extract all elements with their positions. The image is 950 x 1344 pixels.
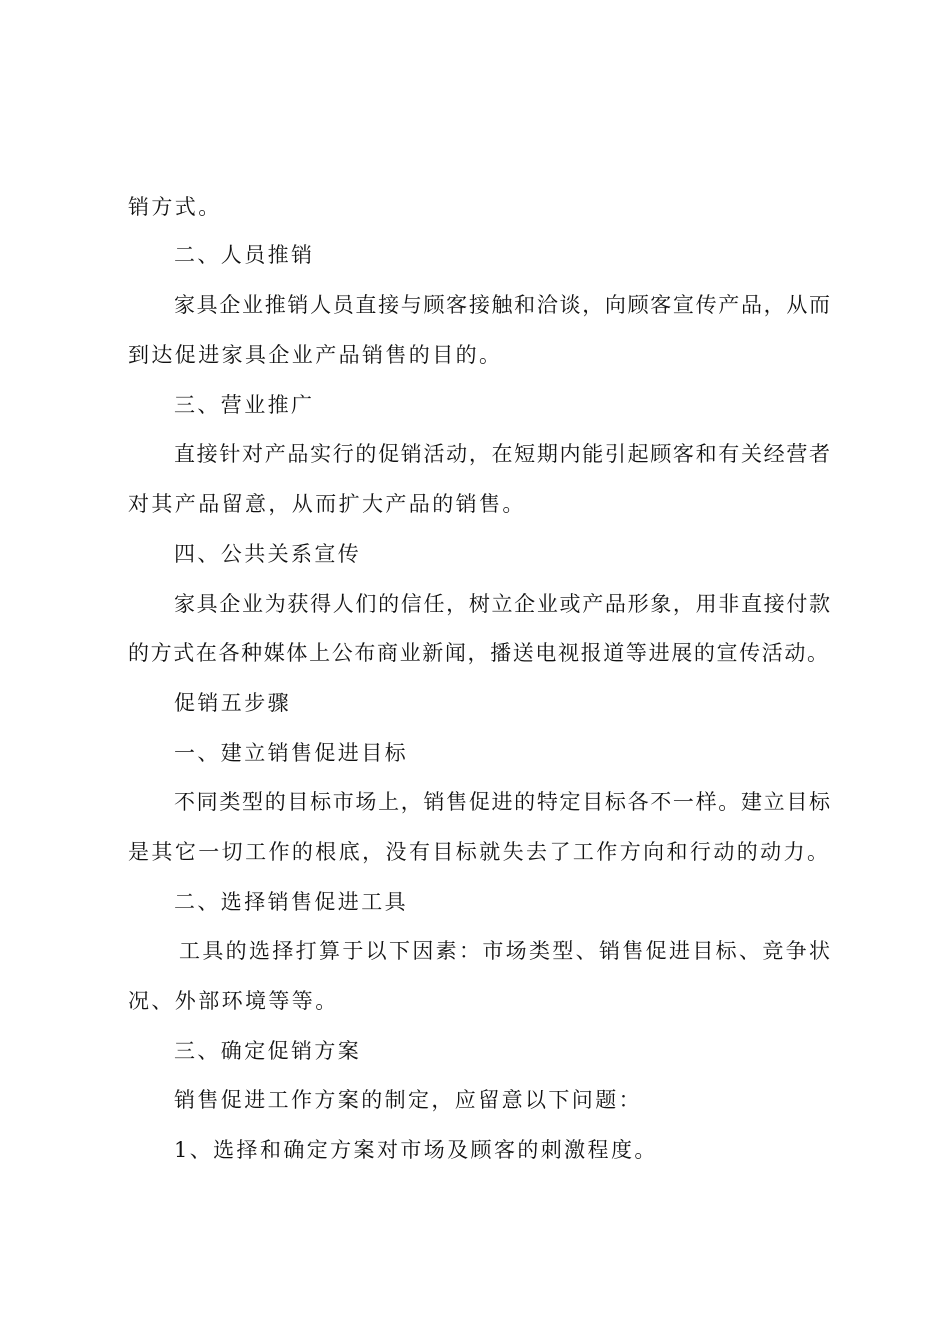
section-heading-set-objectives: 一、建立销售促进目标 xyxy=(174,741,408,765)
paragraph-line: 销售促进工作方案的制定，应留意以下问题： xyxy=(174,1088,642,1112)
paragraph-line: 对其产品留意，从而扩大产品的销售。 xyxy=(128,492,526,516)
list-item-1: 1、选择和确定方案对市场及顾客的刺激程度。 xyxy=(174,1138,658,1162)
paragraph-continuation: 销方式。 xyxy=(128,195,222,219)
paragraph-line: 到达促进家具企业产品销售的目的。 xyxy=(128,343,503,367)
paragraph-line: 况、外部环境等等。 xyxy=(128,989,339,1013)
section-title-five-steps: 促销五步骤 xyxy=(174,691,291,715)
paragraph-line: 的方式在各种媒体上公布商业新闻，播送电视报道等进展的宣传活动。 xyxy=(128,641,828,665)
paragraph-line: 家具企业推销人员直接与顾客接触和洽谈，向顾客宣传产品，从而 xyxy=(174,293,830,317)
paragraph-line: 家具企业为获得人们的信任，树立企业或产品形象，用非直接付款 xyxy=(174,592,830,616)
section-heading-select-tools: 二、选择销售促进工具 xyxy=(174,890,408,914)
paragraph-line: 工具的选择打算于以下因素：市场类型、销售促进目标、竞争状 xyxy=(179,939,830,963)
paragraph-line: 直接针对产品实行的促销活动，在短期内能引起顾客和有关经营者 xyxy=(174,442,830,466)
section-heading-public-relations: 四、公共关系宣传 xyxy=(174,542,362,566)
section-heading-personal-selling: 二、人员推销 xyxy=(174,243,315,267)
section-heading-promotion-plan: 三、确定促销方案 xyxy=(174,1039,362,1063)
paragraph-line: 是其它一切工作的根底，没有目标就失去了工作方向和行动的动力。 xyxy=(128,840,828,864)
section-heading-sales-promotion: 三、营业推广 xyxy=(174,393,315,417)
paragraph-line: 不同类型的目标市场上，销售促进的特定目标各不一样。建立目标 xyxy=(174,790,830,814)
